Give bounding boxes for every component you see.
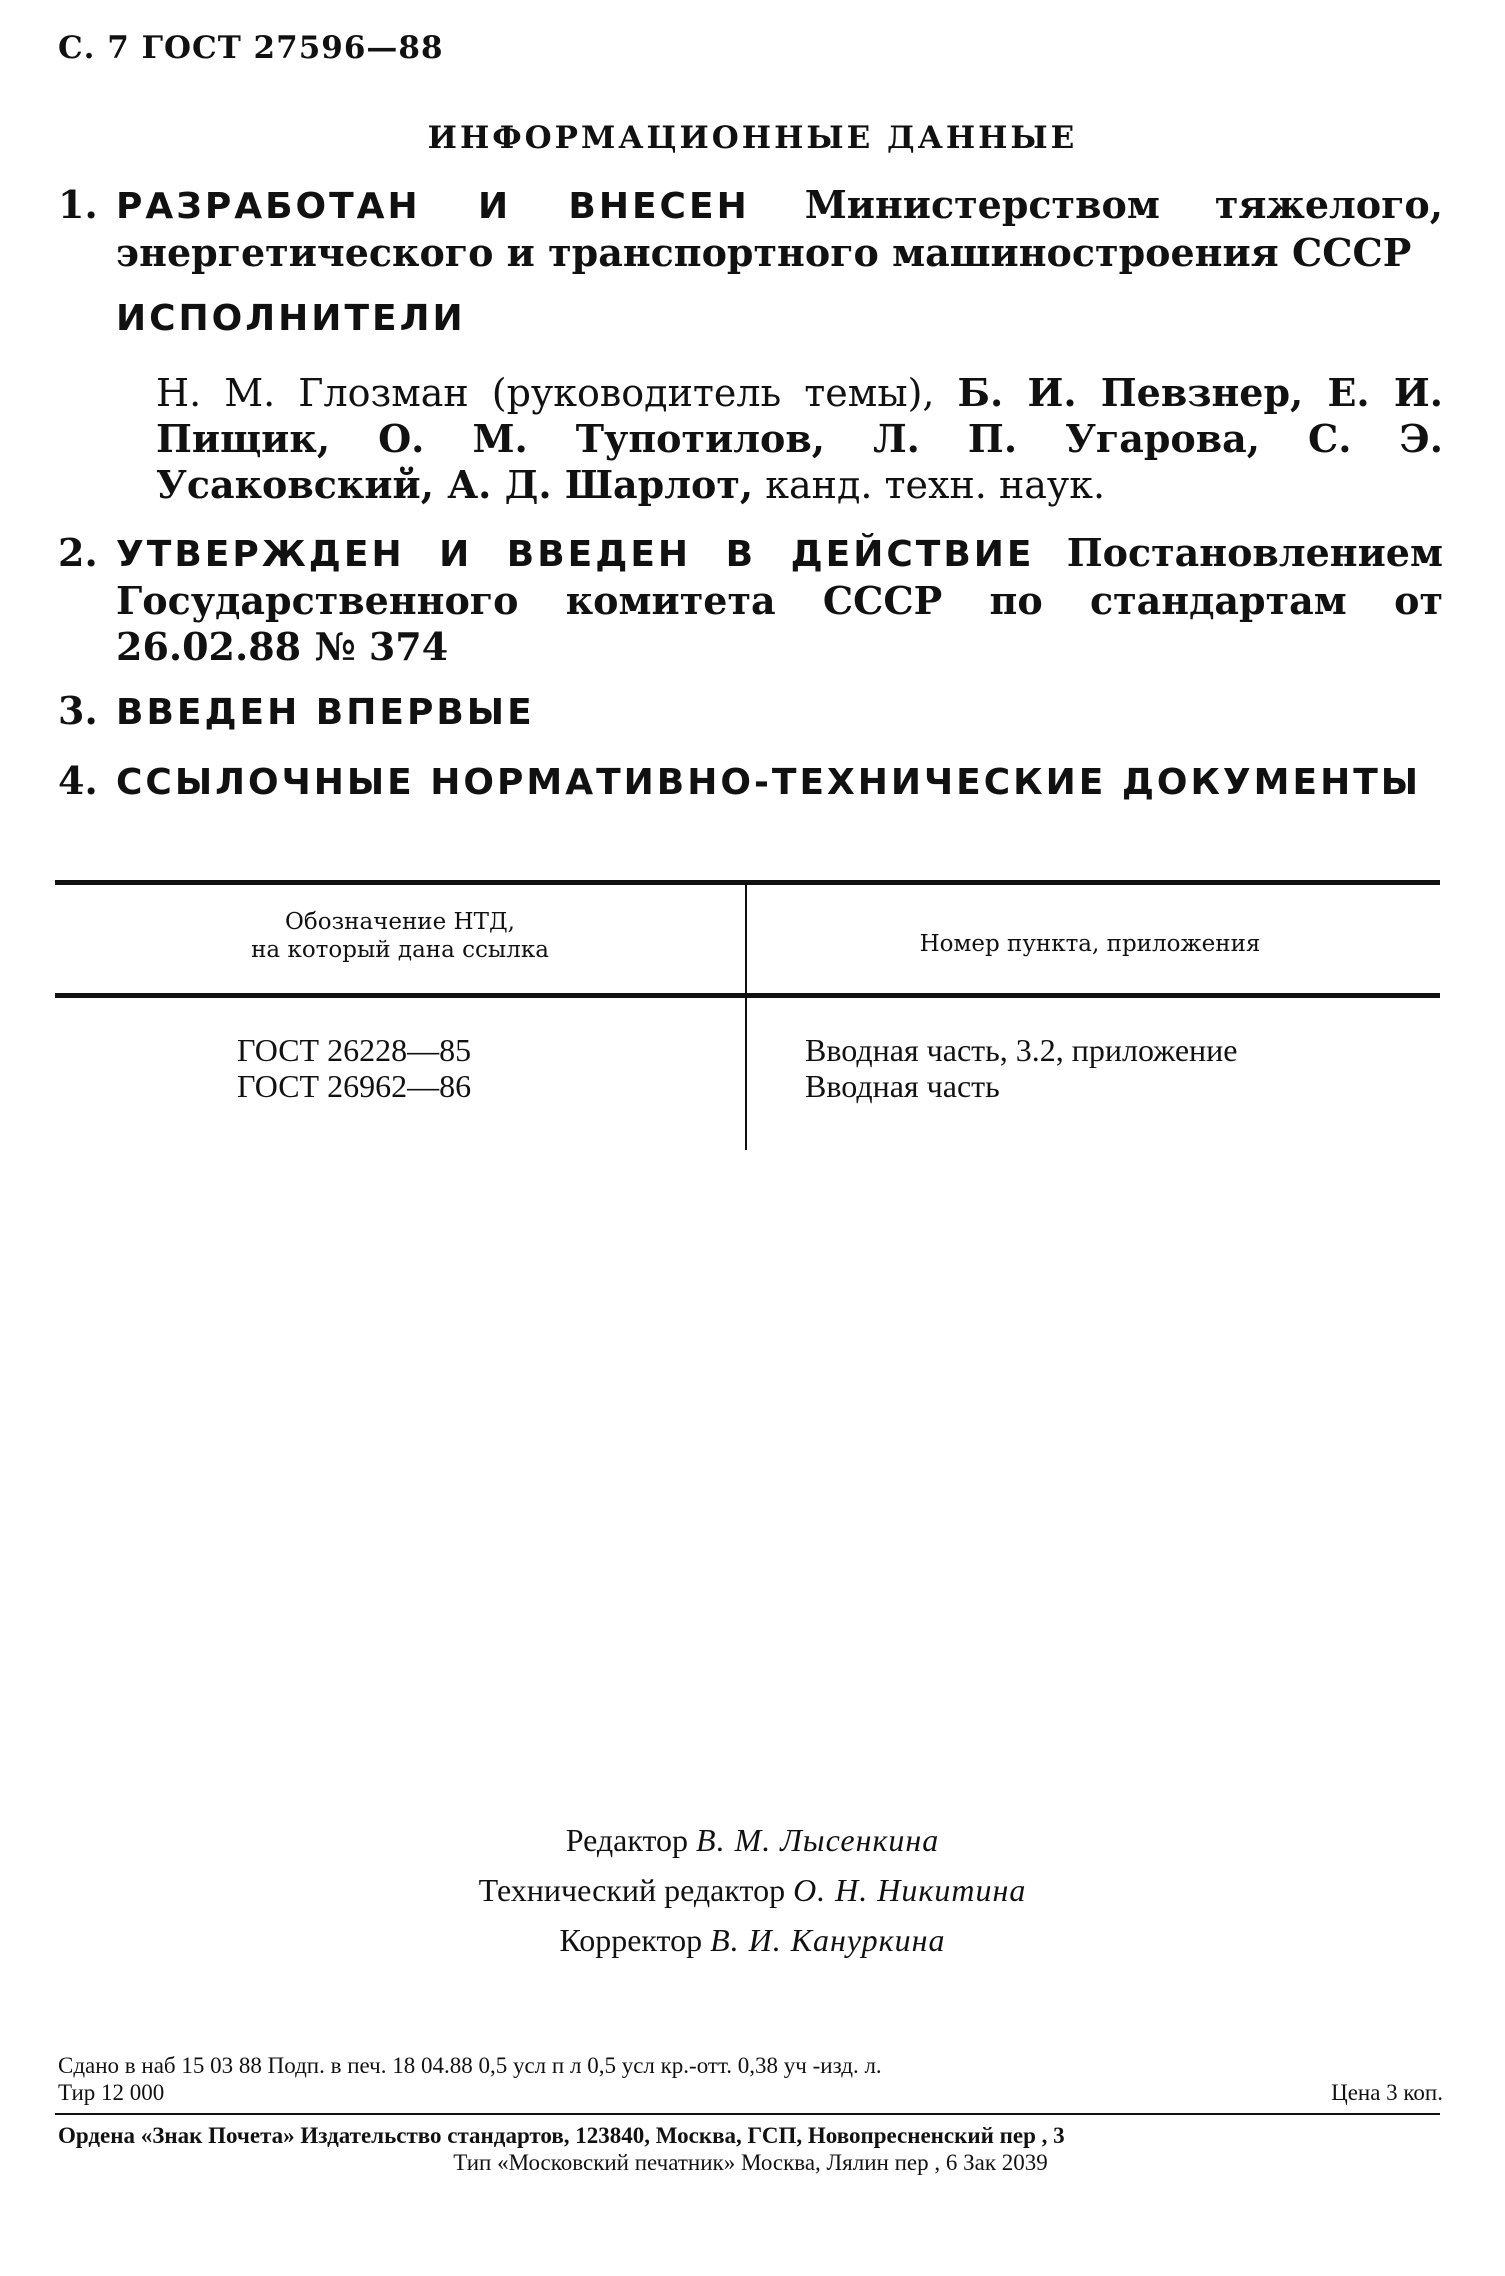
imprint-block [58, 2052, 1443, 2106]
item-lead: РАЗРАБОТАН И ВНЕСЕН [116, 186, 750, 227]
table-header-rule [55, 993, 1440, 998]
credit-corrector [0, 1915, 1505, 1965]
table-cell-doc: ГОСТ 26228—85 [237, 1032, 472, 1068]
info-item-2 [58, 530, 1443, 670]
imprint-rule [55, 2113, 1440, 2115]
imprint-line-2 [58, 2079, 1443, 2106]
performer-role: (руководитель темы), [468, 371, 958, 415]
table-top-rule [55, 880, 1440, 885]
publisher-line-2: Тип «Московский печатник» Москва, Лялин пер , 6 Зак 2039 [453, 2150, 1048, 2175]
table-cell-ref: Вводная часть [805, 1068, 1000, 1104]
item-number: 2. [58, 530, 98, 575]
table-header-doc [120, 908, 680, 964]
imprint-print-run: Тир 12 000 [58, 2080, 165, 2105]
item-lead: ВВЕДЕН ВПЕРВЫЕ [116, 692, 535, 733]
header-line: на который дана ссылка [251, 937, 549, 963]
item-text: Постановлением Государственного комитета СССР по стандартам от 26.02.88 № 374 [116, 530, 1443, 669]
imprint-line-1: Сдано в наб 15 03 88 Подп. в печ. 18 04.88 0,5 усл п л 0,5 усл кр.-отт. 0,38 уч -изд. л. [58, 2053, 882, 2078]
publisher-block [58, 2122, 1443, 2176]
performers-list [156, 370, 1443, 508]
page-header: С. 7 ГОСТ 27596—88 [58, 30, 444, 66]
imprint-price: Цена 3 коп. [1331, 2080, 1443, 2105]
info-item-4 [58, 758, 1443, 806]
performer-degree: канд. техн. наук. [753, 463, 1106, 507]
table-header-divider [745, 885, 747, 993]
info-item-3 [58, 688, 1443, 736]
header-line: Обозначение НТД, [285, 909, 515, 935]
credit-name: О. Н. Никитина [793, 1872, 1027, 1908]
performers-heading: ИСПОЛНИТЕЛИ [116, 298, 466, 339]
table-cell-doc: ГОСТ 26962—86 [237, 1068, 472, 1104]
page-title: ИНФОРМАЦИОННЫЕ ДАННЫЕ [427, 120, 1078, 156]
credit-editor [0, 1815, 1505, 1865]
credit-label: Редактор [565, 1822, 689, 1858]
item-number: 1. [58, 182, 98, 227]
item-number: 4. [58, 758, 98, 803]
table-cell-ref: Вводная часть, 3.2, приложение [805, 1032, 1238, 1068]
credits-block [0, 1815, 1505, 1965]
credit-tech-editor [0, 1865, 1505, 1915]
item-lead: ССЫЛОЧНЫЕ НОРМАТИВНО-ТЕХНИЧЕСКИЕ ДОКУМЕНТЫ [116, 762, 1422, 803]
info-item-1 [58, 182, 1443, 276]
item-text: Министерством тяжелого, энергетического и транспортного машиностроения СССР [116, 182, 1443, 275]
item-lead: УТВЕРЖДЕН И ВВЕДЕН В ДЕЙСТВИЕ [116, 534, 1035, 575]
credit-label: Технический редактор [478, 1872, 786, 1908]
table-header-ref: Номер пункта, приложения [919, 931, 1261, 957]
credit-label: Корректор [559, 1922, 703, 1958]
performer-names: Б. И. Певзнер, Е. И. Пищик, О. М. Тупотилов, Л. П. Угарова, С. Э. Усаковский, А. Д. Шарлот, [156, 370, 1443, 507]
table-body-divider [745, 998, 747, 1150]
item-number: 3. [58, 688, 98, 733]
credit-name: В. М. Лысенкина [696, 1822, 940, 1858]
performer-lead: Н. М. Глозман [156, 371, 469, 415]
credit-name: В. И. Кануркина [710, 1922, 946, 1958]
publisher-line-1: Ордена «Знак Почета» Издательство стандартов, 123840, Москва, ГСП, Новопресненский пер , 3 [58, 2123, 1065, 2148]
